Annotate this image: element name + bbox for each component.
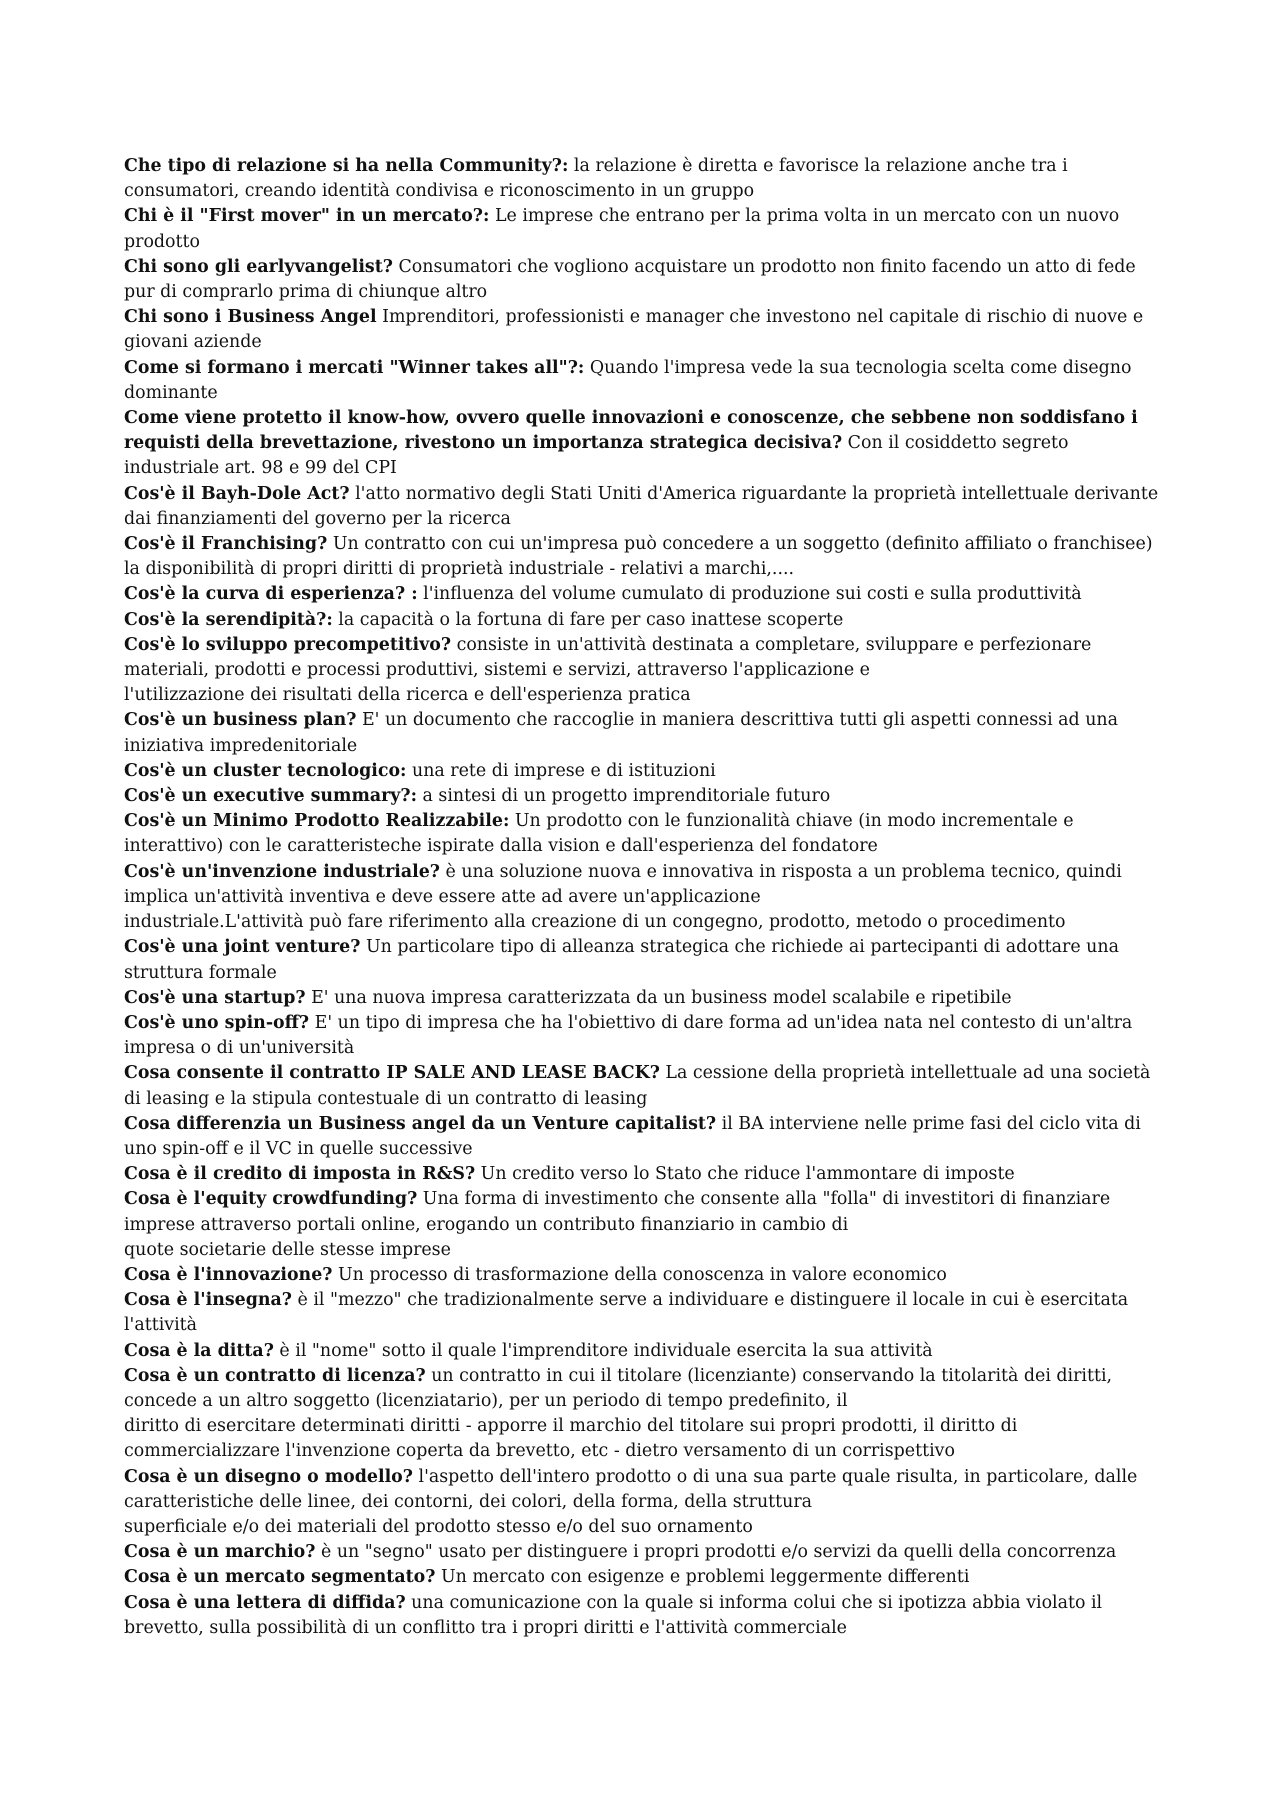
question-text: Cos'è un business plan? (124, 710, 357, 731)
answer-text: Quando l'impresa vede la sua tecnologia scelta come disegno dominante (124, 357, 1132, 403)
qa-entry (124, 305, 1164, 355)
question-text: Chi sono i Business Angel (124, 307, 377, 328)
answer-text: è un "segno" usato per distinguere i propri prodotti e/o servizi da quelli della concorrenza (315, 1542, 1117, 1563)
answer-text: Consumatori che vogliono acquistare un prodotto non finito facendo un atto di fede pur di comprarlo prima di chiunque altro (124, 256, 1136, 303)
question-text: Cos'è un'invenzione industriale? (124, 861, 440, 882)
answer-text: Un credito verso lo Stato che riduce l'ammontare di imposte (475, 1164, 1015, 1185)
qa-entry (124, 204, 1164, 254)
question-text: Cosa è la ditta? (124, 1340, 274, 1361)
question-text: Cos'è uno spin-off? (124, 1012, 310, 1033)
question-text: Cos'è un cluster tecnologico: (124, 760, 407, 781)
qa-entry (124, 1112, 1164, 1162)
question-text: Cos'è il Franchising? (124, 534, 328, 555)
answer-text: consiste in un'attività destinata a completare, sviluppare e perfezionare materiali, prodotti e processi produttivi, sistemi e servizi, attraverso l'applicazione e (124, 634, 1092, 681)
answer-text: Imprenditori, professionisti e manager che investono nel capitale di rischio di nuove e giovani aziende (124, 307, 1144, 353)
answer-text: l'atto normativo degli Stati Uniti d'America riguardante la proprietà intellettuale derivante dai finanziamenti del governo per la ricerca (124, 483, 1159, 529)
qa-entry (124, 1339, 1164, 1364)
answer-text: una rete di imprese e di istituzioni (406, 760, 716, 781)
answer-text: è una soluzione nuova e innovativa in risposta a un problema tecnico, quindi implica un'attività inventiva e deve essere atte ad avere un'applicazione (124, 861, 1122, 907)
question-text: Cos'è la curva di esperienza? : (124, 584, 418, 605)
question-text: Cos'è un Minimo Prodotto Realizzabile: (124, 811, 510, 832)
qa-entry (124, 154, 1164, 204)
qa-entry (124, 608, 1164, 633)
question-text: Cosa è un disegno o modello? (124, 1466, 413, 1487)
qa-entry (124, 1540, 1164, 1565)
question-text: Cosa è l'equity crowdfunding? (124, 1189, 418, 1210)
qa-entry (124, 633, 1164, 709)
answer-text: una comunicazione con la quale si informa colui che si ipotizza abbia violato il brevetto, sulla possibilità di un conflitto tra i propri diritti e l'attività commerciale (124, 1592, 1103, 1638)
question-text: Cos'è una joint venture? (124, 937, 361, 958)
answer-text: Con il cosiddetto segreto industriale art. 98 e 99 del CPI (124, 433, 1069, 479)
question-text: Come si formano i mercati "Winner takes all"?: (124, 357, 585, 378)
answer-text: la relazione è diretta e favorisce la relazione anche tra i consumatori, creando identità condivisa e riconoscimento in un gruppo (124, 156, 1068, 202)
answer-text: a sintesi di un progetto imprenditoriale futuro (417, 786, 831, 807)
qa-entry (124, 1591, 1164, 1641)
answer-text: E' un tipo di impresa che ha l'obiettivo di dare forma ad un'idea nata nel contesto di un'altra impresa o di un'università (124, 1012, 1133, 1059)
answer-text: l'utilizzazione dei risultati della ricerca e dell'esperienza pratica (124, 685, 691, 706)
qa-entry (124, 784, 1164, 809)
answer-text: Le imprese che entrano per la prima volta in un mercato con un nuovo prodotto (124, 206, 1120, 252)
qa-entry (124, 759, 1164, 784)
qa-entry (124, 1187, 1164, 1263)
document-page (124, 154, 1164, 1641)
answer-text: Un prodotto con le funzionalità chiave (in modo incrementale e interattivo) con le caratteristeche ispirate dalla vision e dall'esperienza del fondatore (124, 811, 1074, 857)
question-text: Cos'è la serendipità?: (124, 609, 333, 630)
answer-text: Un processo di trasformazione della conoscenza in valore economico (332, 1264, 947, 1285)
qa-entry (124, 708, 1164, 758)
question-text: Chi è il "First mover" in un mercato?: (124, 206, 490, 227)
answer-text: industriale.L'attività può fare riferimento alla creazione di un congegno, prodotto, metodo o procedimento (124, 912, 1066, 933)
qa-entry (124, 1011, 1164, 1061)
answer-text: Un contratto con cui un'impresa può concedere a un soggetto (definito affiliato o franchisee) la disponibilità di propri diritti di proprietà industriale - relativi a marchi,.... (124, 534, 1153, 580)
answer-text: l'influenza del volume cumulato di produzione sui costi e sulla produttività (417, 584, 1082, 605)
qa-entry (124, 255, 1164, 305)
question-text: Cosa è il credito di imposta in R&S? (124, 1164, 476, 1185)
question-text: Cos'è un executive summary?: (124, 786, 417, 807)
answer-text: il BA interviene nelle prime fasi del ciclo vita di uno spin-off e il VC in quelle successive (124, 1113, 1141, 1159)
question-text: Cos'è lo sviluppo precompetitivo? (124, 634, 452, 655)
qa-entry (124, 532, 1164, 582)
question-text: Come viene protetto il know-how, ovvero quelle innovazioni e conoscenze, che sebbene non soddisfano i requisti della brevettazione, rivestono un importanza strategica decisiva? (124, 408, 1138, 454)
qa-entry (124, 1364, 1164, 1465)
question-text: Cosa consente il contratto IP SALE AND LEASE BACK? (124, 1063, 660, 1084)
question-text: Cosa è l'insegna? (124, 1290, 292, 1311)
qa-entry (124, 1061, 1164, 1111)
question-text: Cosa è l'innovazione? (124, 1264, 333, 1285)
answer-text: è il "mezzo" che tradizionalmente serve a individuare e distinguere il locale in cui è esercitata l'attività (124, 1290, 1129, 1336)
qa-entry (124, 809, 1164, 859)
answer-text: Una forma di investimento che consente alla "folla" di investitori di finanziare imprese attraverso portali online, erogando un contributo finanziario in cambio di (124, 1189, 1111, 1235)
qa-entry (124, 1288, 1164, 1338)
qa-entry (124, 356, 1164, 406)
answer-text: è il "nome" sotto il quale l'imprenditore individuale esercita la sua attività (273, 1340, 933, 1361)
answer-text: La cessione della proprietà intellettuale ad una società di leasing e la stipula contestuale di un contratto di leasing (124, 1063, 1151, 1109)
answer-text: superficiale e/o dei materiali del prodotto stesso e/o del suo ornamento (124, 1516, 753, 1537)
qa-entry (124, 406, 1164, 482)
answer-text: E' un documento che raccoglie in maniera descrittiva tutti gli aspetti connessi ad una iniziativa impredenitoriale (124, 710, 1118, 756)
question-text: Chi sono gli earlyvangelist? (124, 256, 393, 277)
qa-entry (124, 1565, 1164, 1590)
answer-text: la capacità o la fortuna di fare per caso inattese scoperte (332, 609, 844, 630)
question-text: Cosa è un mercato segmentato? (124, 1567, 436, 1588)
question-text: Cosa è un contratto di licenza? (124, 1365, 426, 1386)
question-text: Cos'è il Bayh-Dole Act? (124, 483, 350, 504)
answer-text: quote societarie delle stesse imprese (124, 1239, 451, 1260)
qa-entry (124, 1465, 1164, 1541)
answer-text: l'aspetto dell'intero prodotto o di una sua parte quale risulta, in particolare, dalle caratteristiche delle linee, dei contorni, dei colori, della forma, della struttura (124, 1466, 1138, 1512)
answer-text: un contratto in cui il titolare (licenziante) conservando la titolarità dei diritti, concede a un altro soggetto (licenziatario), per un periodo di tempo predefinito, il (124, 1365, 1113, 1411)
question-text: Cos'è una startup? (124, 987, 306, 1008)
qa-entry (124, 582, 1164, 607)
qa-entry (124, 1263, 1164, 1288)
question-text: Cosa è un marchio? (124, 1542, 316, 1563)
qa-entry (124, 860, 1164, 936)
qa-entry (124, 482, 1164, 532)
answer-text: diritto di esercitare determinati diritti - apporre il marchio del titolare sui propri prodotti, il diritto di commercializzare l'invenzione coperta da brevetto, etc - dietro versamento di un corrispettivo (124, 1416, 1018, 1462)
qa-entry (124, 1162, 1164, 1187)
question-text: Cosa è una lettera di diffida? (124, 1592, 406, 1613)
question-text: Cosa differenzia un Business angel da un Venture capitalist? (124, 1113, 717, 1134)
answer-text: Un particolare tipo di alleanza strategica che richiede ai partecipanti di adottare una struttura formale (124, 937, 1119, 983)
question-text: Che tipo di relazione si ha nella Community?: (124, 156, 569, 176)
qa-entry (124, 986, 1164, 1011)
answer-text: E' una nuova impresa caratterizzata da un business model scalabile e ripetibile (305, 987, 1012, 1008)
answer-text: Un mercato con esigenze e problemi leggermente differenti (435, 1567, 970, 1588)
qa-entry (124, 935, 1164, 985)
